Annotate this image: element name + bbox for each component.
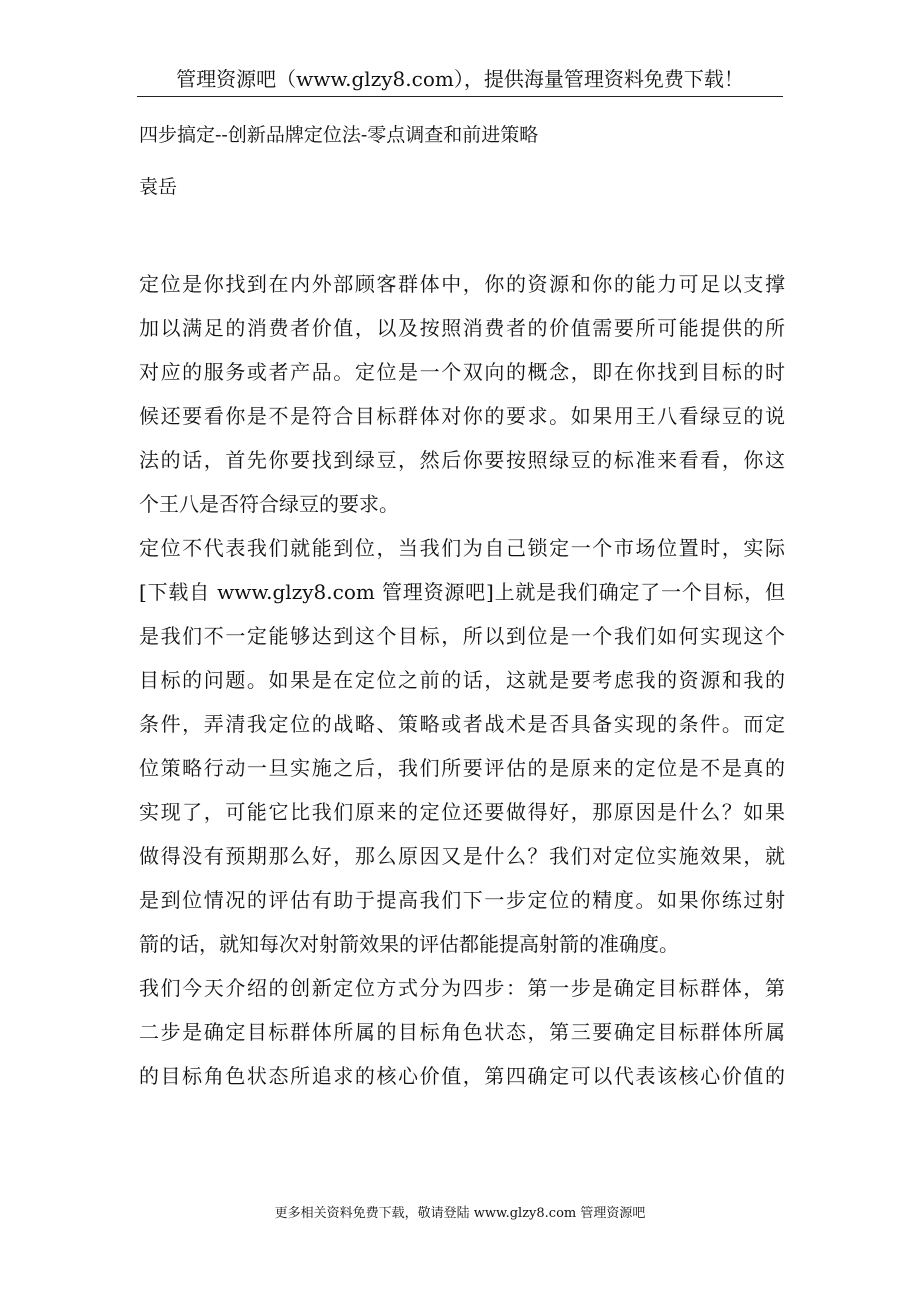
page-header: 管理资源吧（www.glzy8.com），提供海量管理资料免费下载！	[176, 67, 744, 91]
text-line: 条件，弄清我定位的战略、策略或者战术是否具备实现的条件。而定	[139, 712, 785, 736]
header-divider	[137, 96, 783, 97]
text-line: 法的话，首先你要找到绿豆，然后你要按照绿豆的标准来看看，你这	[139, 448, 785, 472]
text-line: 位策略行动一旦实施之后，我们所要评估的是原来的定位是不是真的	[139, 756, 785, 780]
text-line: 实现了，可能它比我们原来的定位还要做得好，那原因是什么？如果	[139, 800, 785, 824]
document-author: 袁岳	[139, 176, 178, 198]
text-line: 做得没有预期那么好，那么原因又是什么？我们对定位实施效果，就	[139, 844, 785, 868]
text-line: 对应的服务或者产品。定位是一个双向的概念，即在你找到目标的时	[139, 360, 785, 384]
text-line: 是到位情况的评估有助于提高我们下一步定位的精度。如果你练过射	[139, 888, 785, 912]
text-line: 目标的问题。如果是在定位之前的话，这就是要考虑我的资源和我的	[139, 668, 785, 692]
text-line: 箭的话，就知每次对射箭效果的评估都能提高射箭的准确度。	[139, 932, 679, 956]
text-line: 是我们不一定能够达到这个目标，所以到位是一个我们如何实现这个	[139, 624, 785, 648]
document-body	[139, 262, 785, 1098]
text-line: 定位不代表我们就能到位，当我们为自己锁定一个市场位置时，实际	[139, 536, 785, 560]
text-line: 个王八是否符合绿豆的要求。	[139, 492, 399, 516]
text-line: 的目标角色状态所追求的核心价值，第四确定可以代表该核心价值的	[139, 1064, 785, 1088]
text-line: 定位是你找到在内外部顾客群体中，你的资源和你的能力可足以支撑	[139, 272, 785, 296]
page-footer: 更多相关资料免费下载，敬请登陆 www.glzy8.com 管理资源吧	[274, 1206, 646, 1221]
text-line: 加以满足的消费者价值，以及按照消费者的价值需要所可能提供的所	[139, 316, 785, 340]
text-line: 候还要看你是不是符合目标群体对你的要求。如果用王八看绿豆的说	[139, 404, 785, 428]
text-line: [下载自 www.glzy8.com 管理资源吧]上就是我们确定了一个目标，但	[139, 580, 785, 604]
text-line: 我们今天介绍的创新定位方式分为四步：第一步是确定目标群体，第	[139, 976, 785, 1000]
paragraph-3	[139, 966, 785, 1098]
document-title: 四步搞定--创新品牌定位法-零点调查和前进策略	[139, 124, 539, 146]
text-line: 二步是确定目标群体所属的目标角色状态，第三要确定目标群体所属	[139, 1020, 785, 1044]
paragraph-1	[139, 262, 785, 526]
paragraph-2	[139, 526, 785, 966]
